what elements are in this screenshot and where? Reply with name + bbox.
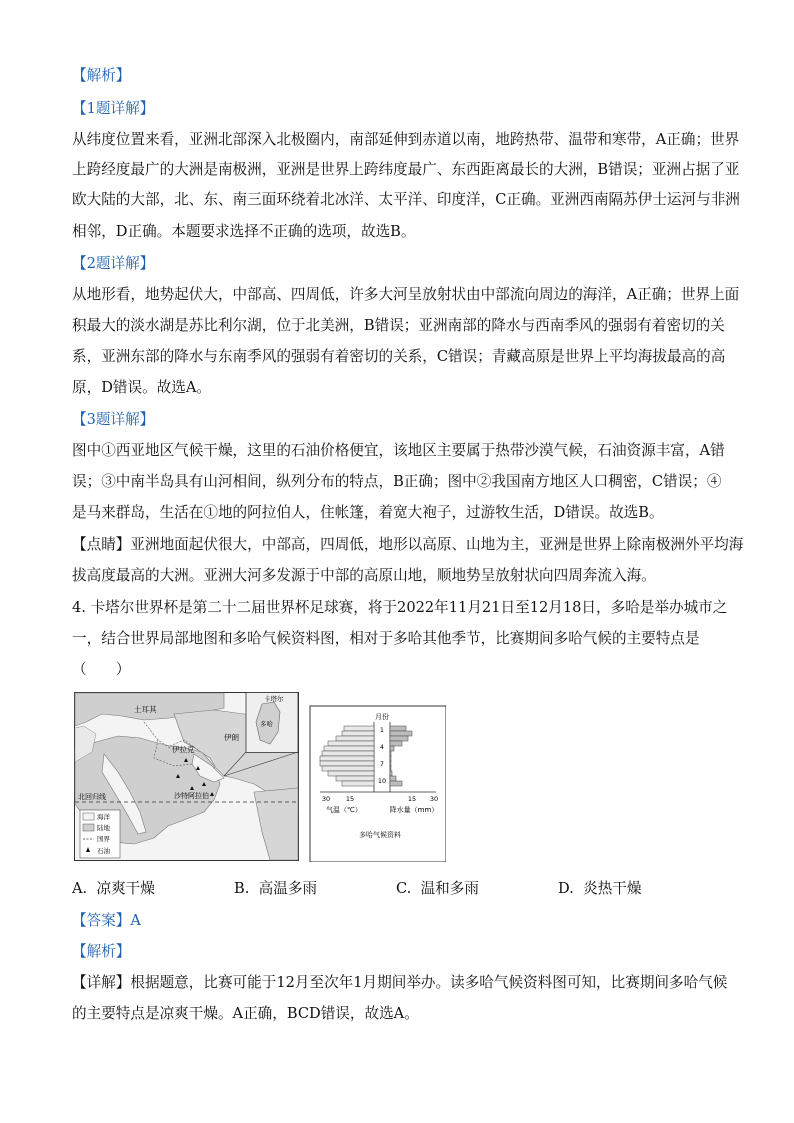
q1-line: 相邻，D正确。本题要求选择不正确的选项，故选B。 xyxy=(72,223,416,240)
option-letter: D. xyxy=(558,880,574,897)
temp-axis-label: 气温（℃） xyxy=(326,806,362,814)
precip-tick: 30 xyxy=(429,795,439,803)
key-point-line: 拔高度最高的大洲。亚洲大河多发源于中部的高原山地，顺地势呈放射状向四周奔流入海。 xyxy=(72,567,656,584)
q3-line: 误；③中南半岛具有山河相间，纵列分布的特点，B正确；图中②我国南方地区人口稠密，C错误；④ xyxy=(72,473,722,490)
temp-tick: 15 xyxy=(345,795,355,803)
option-b xyxy=(234,879,317,899)
option-d xyxy=(558,879,642,899)
map-legend xyxy=(80,810,120,858)
map-label-iraq: 伊拉克 xyxy=(172,745,195,754)
answer-line: 【答案】A xyxy=(72,912,141,929)
option-c xyxy=(396,879,479,899)
option-text: 炎热干燥 xyxy=(583,880,642,897)
q3-detail-heading: 【3题详解】 xyxy=(72,411,155,428)
legend-border: 国界 xyxy=(97,835,110,843)
month-tick: 7 xyxy=(379,760,385,768)
q3-line: 图中①西亚地区气候干燥，这里的石油价格便宜，该地区主要属于热带沙漠气候，石油资源丰富，A错 xyxy=(72,442,725,459)
q2-detail-heading: 【2题详解】 xyxy=(72,255,155,272)
legend-land: 陆地 xyxy=(97,824,110,832)
q4-figure xyxy=(74,692,446,862)
precip-tick: 15 xyxy=(407,795,417,803)
key-point-line: 【点睛】亚洲地面起伏很大，中部高，四周低，地形以高原、山地为主，亚洲是世界上除南极洲外平均海 xyxy=(72,536,744,553)
chart-caption: 多哈气候资料 xyxy=(359,831,401,839)
q4-figure-svg xyxy=(74,692,446,862)
legend-swatch-land xyxy=(83,824,94,831)
option-letter: B. xyxy=(234,880,250,897)
q4-stem-line: （ ） xyxy=(72,661,131,678)
q4-detail-line: 的主要特点是凉爽干燥。A正确，BCD错误，故选A。 xyxy=(72,1005,419,1022)
q4-stem-line: 一，结合世界局部地图和多哈气候资料图，相对于多哈其他季节，比赛期间多哈气候的主要特点是 xyxy=(72,630,700,647)
analysis-heading: 【解析】 xyxy=(72,67,131,84)
option-text: 凉爽干燥 xyxy=(96,880,155,897)
q4-stem-line: 4. 卡塔尔世界杯是第二十二届世界杯足球赛，将于2022年11月21日至12月18日，多哈是举办城市之 xyxy=(72,599,728,616)
inset-label-qatar: 卡塔尔 xyxy=(264,695,284,703)
option-text: 温和多雨 xyxy=(420,880,479,897)
month-tick: 1 xyxy=(379,726,385,734)
q4-detail-line: 【详解】根据题意，比赛可能于12月至次年1月期间举办。读多哈气候资料图可知，比赛期间多哈气候 xyxy=(72,974,728,991)
map-label-turkey: 土耳其 xyxy=(134,705,157,714)
option-letter: C. xyxy=(396,880,412,897)
map-label-saudi: 沙特阿拉伯 xyxy=(174,792,209,800)
option-letter: A. xyxy=(72,880,88,897)
q2-line: 系，亚洲东部的降水与东南季风的强弱有着密切的关系，C错误；青藏高原是世界上平均海拔最高的高 xyxy=(72,348,726,365)
legend-ocean: 海洋 xyxy=(97,813,110,821)
month-axis-label: 月份 xyxy=(375,713,389,721)
middle-east-map xyxy=(75,693,299,861)
q1-line: 欧大陆的大部，北、东、南三面环绕着北冰洋、太平洋、印度洋，C正确。亚洲西南隔苏伊士运河与非洲 xyxy=(72,191,740,208)
q4-analysis-heading: 【解析】 xyxy=(72,943,131,960)
legend-oil: 石油 xyxy=(97,847,110,855)
q1-line: 从纬度位置来看，亚洲北部深入北极圈内，南部延伸到赤道以南，地跨热带、温带和寒带，A正确；世界 xyxy=(72,131,740,148)
q1-detail-heading: 【1题详解】 xyxy=(72,100,155,117)
q2-line: 原，D错误。故选A。 xyxy=(72,379,211,396)
map-label-iran: 伊朗 xyxy=(224,733,239,742)
option-a xyxy=(72,879,155,899)
month-tick: 4 xyxy=(379,743,385,751)
month-tick: 10 xyxy=(377,777,387,785)
q3-line: 是马来群岛，生活在①地的阿拉伯人，住帐篷，着宽大袍子，过游牧生活，D错误。故选B。 xyxy=(72,504,664,521)
q2-line: 从地形看，地势起伏大，中部高、四周低，许多大河呈放射状由中部流向周边的海洋，A正确；世界上面 xyxy=(72,286,740,303)
q2-line: 积最大的淡水湖是苏比利尔湖，位于北美洲，B错误；亚洲南部的降水与西南季风的强弱有着密切的关 xyxy=(72,317,725,334)
q1-line: 上跨经度最广的大洲是南极洲，亚洲是世界上跨纬度最广、东西距离最长的大洲，B错误；亚洲占据了亚 xyxy=(72,161,740,178)
map-label-tropic: 北回归线 xyxy=(78,793,106,801)
doha-climate-chart xyxy=(310,706,446,862)
inset-label-doha: 多哈 xyxy=(260,720,273,728)
temp-tick: 30 xyxy=(321,795,331,803)
option-text: 高温多雨 xyxy=(258,880,318,897)
legend-swatch-ocean xyxy=(83,813,94,820)
precip-axis-label: 降水量（mm） xyxy=(389,806,439,814)
